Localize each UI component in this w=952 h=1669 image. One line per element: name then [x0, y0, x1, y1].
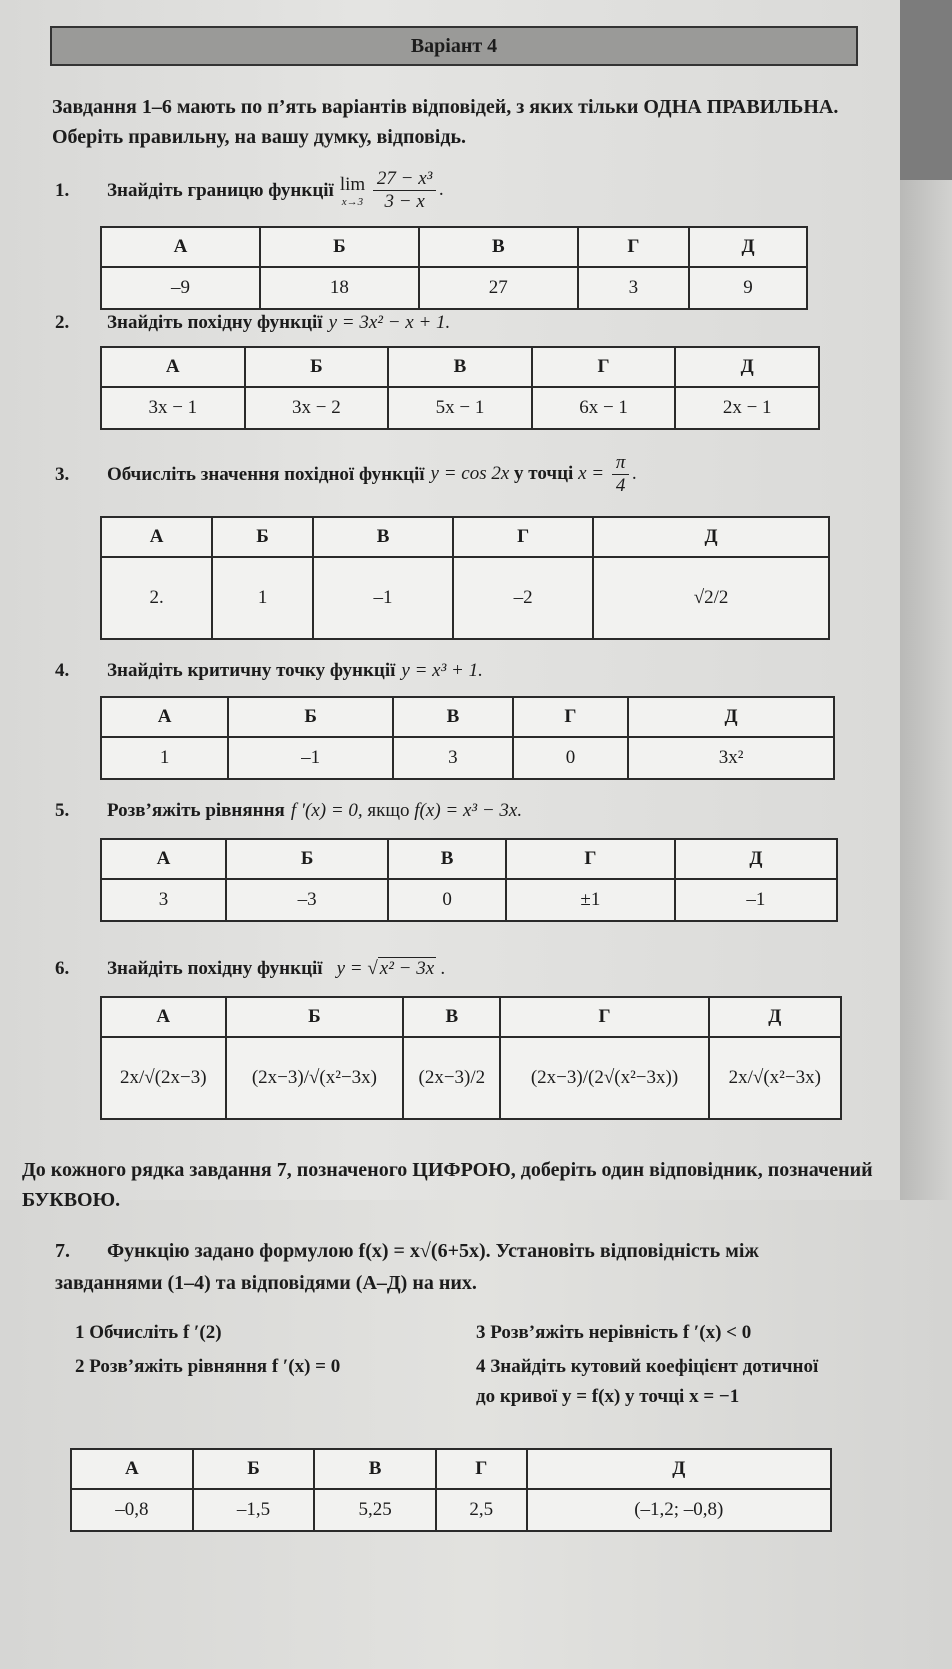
answer-cell: 1 — [101, 737, 228, 779]
answer-cell: 5x − 1 — [388, 387, 532, 429]
answer-cell: –1,5 — [193, 1489, 315, 1531]
answer-cell: 3x − 2 — [245, 387, 389, 429]
answer-cell: 3 — [578, 267, 689, 309]
task7-item-2: 2 Розв’яжіть рівняння f ′(x) = 0 — [75, 1356, 341, 1377]
variant-title-text: Варіант 4 — [410, 34, 498, 57]
task-text: Знайдіть похідну функції — [107, 312, 323, 333]
option-letter: Г — [506, 839, 675, 879]
task-text: Знайдіть границю функції — [107, 179, 334, 201]
answer-cell: 1 — [212, 557, 313, 639]
task-number: 6. — [55, 958, 70, 979]
task-formula: y = √ x² − 3x . — [336, 958, 446, 979]
option-letter: Б — [226, 997, 404, 1037]
answer-cell: (2x−3)/2 — [403, 1037, 500, 1119]
task-formula: y = cos 2x у точці x = $\frac{\pi}{4}$ . — [430, 452, 638, 496]
answer-cell: –1 — [228, 737, 393, 779]
option-letter: Б — [212, 517, 313, 557]
option-letter: Г — [532, 347, 676, 387]
option-letter: Д — [689, 227, 807, 267]
task7-item-1: 1 Обчисліть f ′(2) — [75, 1322, 222, 1343]
answer-table-3 — [100, 516, 830, 640]
task-text: Знайдіть похідну функції — [107, 958, 323, 979]
option-letter: Б — [193, 1449, 315, 1489]
answer-cell: 2x − 1 — [675, 387, 819, 429]
answer-cell: 3 — [393, 737, 513, 779]
answer-table-1 — [100, 226, 808, 310]
task-7 — [55, 1235, 845, 1299]
answer-table-7 — [70, 1448, 832, 1532]
answer-table-4 — [100, 696, 835, 780]
option-letter: Г — [500, 997, 708, 1037]
answer-cell: 9 — [689, 267, 807, 309]
option-letter: Б — [228, 697, 393, 737]
option-letter: Д — [675, 839, 837, 879]
option-letter: Г — [436, 1449, 527, 1489]
intro-text: Завдання 1–6 мають по п’ять варіантів відповідей, з яких тільки ОДНА ПРАВИЛЬНА. Оберіть правильну, на вашу думку, відповідь. — [52, 96, 839, 148]
answer-cell: ±1 — [506, 879, 675, 921]
option-letter: В — [403, 997, 500, 1037]
option-letter: А — [101, 227, 260, 267]
task-formula: f ′(x) = 0, якщо f(x) = x³ − 3x. — [290, 800, 523, 821]
option-letter: Г — [513, 697, 628, 737]
option-letter: Б — [226, 839, 388, 879]
answer-cell: 6x − 1 — [532, 387, 676, 429]
task-number: 3. — [55, 463, 70, 485]
task-number: 7. — [55, 1240, 70, 1262]
answer-cell: –9 — [101, 267, 260, 309]
task-formula: y = x³ + 1. — [401, 660, 483, 681]
option-letter: А — [101, 517, 212, 557]
answer-table-2 — [100, 346, 820, 430]
variant-title — [50, 26, 858, 66]
answer-cell: 27 — [419, 267, 578, 309]
option-letter: Д — [709, 997, 841, 1037]
answer-cell: 3 — [101, 879, 226, 921]
answer-cell: –1 — [313, 557, 453, 639]
answer-cell: 0 — [513, 737, 628, 779]
answer-cell: –1 — [675, 879, 837, 921]
task-formula: lim x→3 $\frac{\text{27 − x³}}{3 - x}$ . — [339, 168, 445, 212]
option-letter: Г — [578, 227, 689, 267]
answer-cell: –3 — [226, 879, 388, 921]
option-letter: Д — [628, 697, 834, 737]
option-letter: А — [101, 839, 226, 879]
option-letter: Д — [675, 347, 819, 387]
option-letter: В — [313, 517, 453, 557]
answer-cell: √2/2 — [593, 557, 829, 639]
answer-cell: 3x − 1 — [101, 387, 245, 429]
option-letter: В — [419, 227, 578, 267]
task-2 — [55, 312, 450, 334]
page-edge — [900, 180, 952, 1200]
task-text: Знайдіть критичну точку функції — [107, 660, 396, 681]
answer-cell: (2x−3)/(2√(x²−3x)) — [500, 1037, 708, 1119]
option-letter: В — [388, 347, 532, 387]
option-letter: Б — [245, 347, 389, 387]
option-letter: В — [388, 839, 506, 879]
answer-cell: 5,25 — [314, 1489, 436, 1531]
option-letter: В — [393, 697, 513, 737]
task-5 — [55, 800, 522, 822]
task-number: 1. — [55, 179, 70, 201]
option-letter: А — [101, 347, 245, 387]
task-text: Обчисліть значення похідної функції — [107, 463, 425, 485]
section-intro: До кожного рядка завдання 7, позначеного ЦИФРОЮ, доберіть один відповідник, позначений БУКВОЮ. — [22, 1159, 873, 1211]
option-letter: А — [101, 697, 228, 737]
option-letter: А — [101, 997, 226, 1037]
answer-cell: 3x² — [628, 737, 834, 779]
task-6 — [55, 958, 446, 980]
task-3 — [55, 452, 637, 497]
option-letter: Д — [593, 517, 829, 557]
answer-cell: (–1,2; –0,8) — [527, 1489, 831, 1531]
task-text: Функцію задано формулою f(x) = x√(6+5x). Установіть відповідність між завданнями (1–4) та відповідями (А–Д) на них. — [55, 1240, 759, 1294]
task-number: 4. — [55, 660, 70, 681]
answer-table-5 — [100, 838, 838, 922]
answer-cell: –2 — [453, 557, 593, 639]
answer-table-6 — [100, 996, 842, 1120]
task-formula: y = 3x² − x + 1. — [328, 312, 451, 333]
task-4 — [55, 660, 483, 682]
answer-cell: 2,5 — [436, 1489, 527, 1531]
answer-cell: –0,8 — [71, 1489, 193, 1531]
answer-cell: 2x/√(2x−3) — [101, 1037, 226, 1119]
answer-cell: 2x/√(x²−3x) — [709, 1037, 841, 1119]
option-letter: Г — [453, 517, 593, 557]
task7-item-4: 4 Знайдіть кутовий коефіцієнт дотичної до кривої y = f(x) у точці x = −1 — [476, 1356, 819, 1407]
task7-item-3: 3 Розв’яжіть нерівність f ′(x) < 0 — [476, 1322, 752, 1343]
task-1 — [55, 168, 444, 213]
answer-cell: 0 — [388, 879, 506, 921]
option-letter: А — [71, 1449, 193, 1489]
option-letter: Б — [260, 227, 419, 267]
answer-cell: 2. — [101, 557, 212, 639]
option-letter: В — [314, 1449, 436, 1489]
task-text: Розв’яжіть рівняння — [107, 800, 285, 821]
task-number: 2. — [55, 312, 70, 333]
option-letter: Д — [527, 1449, 831, 1489]
answer-cell: 18 — [260, 267, 419, 309]
task-number: 5. — [55, 800, 70, 821]
answer-cell: (2x−3)/√(x²−3x) — [226, 1037, 404, 1119]
